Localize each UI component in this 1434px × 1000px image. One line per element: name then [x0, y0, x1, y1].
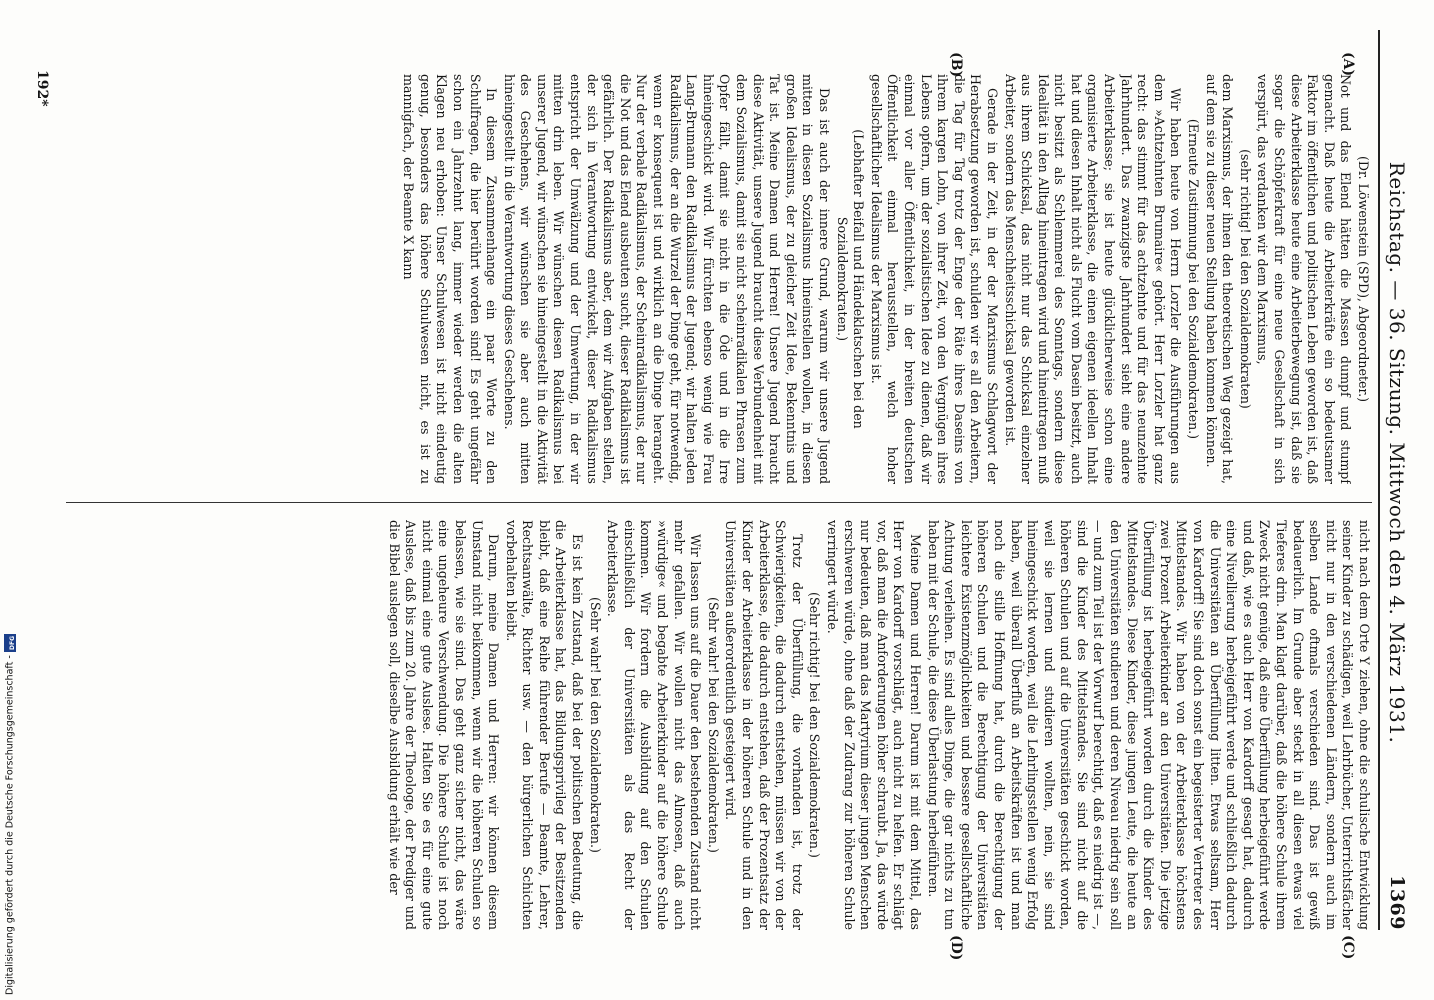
paragraph: Trotz der Überfüllung, die vorhanden ist, trotz der Schwierigkeiten, die dadurch entstehen, müssen wir von der Arbeiterklasse, die dadurch entstehen, daß der Prozentsatz der Kinder der Arbeiterklasse in der höheren Schule und in den Universitäten außerordentlich gesteigert wird. [723, 520, 805, 930]
paragraph: dem Marxismus, der ihnen den theoretischen Weg gezeigt hat, auf dem sie zu dieser neuen Stellung haben kommen können. [1203, 74, 1236, 484]
interjection: (Sehr richtig! bei den Sozialdemokraten.) [807, 592, 823, 858]
margin-marker-c: (C) [1340, 935, 1356, 960]
paragraph: Wir lassen uns auf die Dauer den bestehenden Zustand nicht mehr gefallen. Wir wollen nicht das Almosen, daß auch »würdige« und begabte Arbeiterkinder auf die höhere Schule kommen. Wir fordern die Ausbildung auf den Schulen einschließlich der Universitäten als das Recht der Arbeiterklasse. [605, 520, 704, 930]
paragraph: nicht nach dem Orte Y ziehen, ohne die schulische Entwicklung seiner Kinder zu schädigen, weil Lehrbücher, Unterrichtsfächer nicht nur in den verschiedenen Ländern, sondern auch im selben Lande oftmals verschieden sind. Das ist gewiß bedauerlich. Im Grunde aber steckt in all diesen etwas viel Tieferes drin. Man klagt darüber, daß die höhere Schule ihrem Zweck nicht genüge, daß eine Überfüllung herbeigeführt werde und daß, wie es auch Herr von Kardorff gesagt hat, dadurch eine Nivellierung herbeigeführt werde und schließlich dadurch die Universitäten an Überfüllung litten. Etwas seltsam, Herr von Kardorff! Sie sind doch sonst ein begeisterter Vertreter des Mittelstandes. Wir haben von der Arbeiterklasse höchstens zwei Prozent Arbeiterkinder an den Universitäten. Die jetzige Überfüllung ist herbeigeführt worden durch die Kinder des Mittelstandes. Diese Kinder, diese jungen Leute, die heute an den Universitäten studieren und deren Niveau niedrig sein soll — und zum Teil ist der Vorwurf berechtigt, daß es niedrig ist —, sind die Kinder des Mittelstandes. Sie sind nicht auf die höheren Schulen und auf die Universitäten geschickt worden, weil sie lernen und studieren wollten, nein, sie sind hineingeschickt worden, weil die Lehrlingsstellen wenig Erfolg haben, weil überall Überfluß an Arbeitskräften ist und man noch die stille Hoffnung hat, durch die Berechtigung der höheren Schulen und die Berechtigung der Universitäten leichtere Existenzmöglichkeiten und bessere gesellschaftliche Achtung verleihen. Es sind alles Dinge, die gar nichts zu tun haben mit der Schule, die diese Überlastung herbeiführen. [925, 520, 1372, 930]
paragraph: Gerade in der Zeit, in der der Marxismus Schlagwort der Herabsetzung geworden ist, schulden wir es all den Arbeitern, die Tag für Tag trotz der Enge der Räte ihres Daseins von ihrem kargen Lohn, von ihrer Zeit, von den Vergnügen ihres Lebens opfern, um der sozialistischen Idee zu dienen, daß wir einmal vor aller Öffentlichkeit, in der breiten deutschen Öffentlichkeit einmal herausstellen, welch hoher gesellschaftlicher Idealismus der Marxismus ist. [868, 74, 1000, 484]
margin-marker-b: (B) [948, 52, 964, 78]
paragraph: Not und das Elend hätten die Massen dumpf und stumpf gemacht. Daß heute die Arbeiterkräfte ein so bedeutsamer Faktor im öffentlichen und politischen Leben geworden ist, daß diese Arbeiterklasse heute eine Arbeiterbewegung ist, daß sie sogar die Schöpferkraft für eine neue Gesellschaft in sich verspürt, das verdanken wir dem Marxismus, [1255, 74, 1354, 484]
left-column [66, 74, 1372, 484]
digitization-credit [2, 605, 18, 995]
paragraph: Darum, meine Damen und Herren: wir können diesem Umstand nicht beikommen, wenn wir die höheren Schulen so belassen, wie sie sind. Das geht ganz sicher nicht, das wäre eine ungeheure Verschwendung. Die höhere Schule ist noch nicht einmal eine gute Auslese. Halten Sie es für eine gute Auslese, daß bis zum 20. Jahre der Theologe, der Prediger und die Bibel auslegen soll, dieselbe Ausbildung erhält wie der [386, 520, 502, 930]
margin-marker-a: (A) [1340, 52, 1356, 77]
interjection: (Sehr wahr! bei den Sozialdemokraten.) [705, 597, 721, 853]
interjection: (Sehr wahr! bei den Sozialdemokraten.) [587, 597, 603, 853]
credit-text: Digitalisierung gefördert durch die Deutsche Forschungsgemeinschaft - [4, 655, 16, 995]
header-page-number: 1369 [1386, 875, 1408, 930]
interjection: (Lebhafter Beifall und Händeklatschen bei den Sozialdemokraten.) [834, 129, 867, 429]
dfg-logo-icon: DFG [4, 634, 16, 652]
column-divider [66, 502, 1372, 503]
margin-marker-d: (D) [948, 935, 964, 961]
page-header [1378, 30, 1414, 930]
interjection: (Erneute Zustimmung bei den Sozialdemokraten.) [1186, 118, 1202, 440]
paragraph: In diesem Zusammenhange ein paar Worte zu den Schulfragen, die hier berührt worden sind! Es geht ungefähr schon ein Jahrzehnt lang, immer wieder werden die alten Klagen neu erhoben: Unser Schulwesen ist nicht eindeutig genug, besonders das höhere Schulwesen nicht, es ist zu mannigfach, der Beamte X kann [401, 74, 500, 484]
footer-page-number: 192* [34, 70, 50, 107]
right-column [66, 520, 1372, 930]
paragraph: Meine Damen und Herren! Darum ist mit dem Mittel, das Herr von Kardorff vorschlägt, auch nicht zu helfen. Er schlägt vor, daß man die Anforderungen höher schraubt. Ja, das würde nur bedeuten, daß man das Martyrium dieser jungen Menschen erschweren würde, ohne daß der Zudrang zur höheren Schule verringert würde. [825, 520, 923, 930]
header-title: Reichstag. — 36. Sitzung. Mittwoch den 4. März 1931. [1385, 161, 1409, 744]
paragraph: Das ist auch der innere Grund, warum wir unsere Jugend mitten in diesen Sozialismus hineinstellen wollen, in diesen großen Idealismus, der zu gleicher Zeit Idee, Bekenntnis und Tat ist. Meine Damen und Herren! Unsere Jugend braucht diese Aktivität, unsere Jugend braucht diese Verbundenheit mit dem Sozialismus, damit sie nicht scheinradikalen Phrasen zum Opfer fällt, damit sie nicht in die Öde und in die Irre hineingeschickt wird. Wir fürchten ebenso wenig wie Frau Lang-Brumann den Radikalismus der Jugend; wir halten jeden Radikalismus, der an die Wurzel der Dinge geht, für notwendig, wenn er konsequent ist und wirklich an die Dinge herangeht. Nur der verbale Radikalismus, der Scheinradikalismus, der nur die Not und das Elend ausbeuten sucht, dieser Radikalismus ist gefährlich. Der Radikalismus aber, dem wir Aufgaben stellen, der sich in Verantwortung entwickelt, dieser Radikalismus entspricht der Umwälzung und der Umwertung, in der wir mitten drin leben. Wir wünschen diesen Radikalismus bei unserer Jugend, wir wünschen sie hineingestellt in die Aktivität des Geschehens, wir wünschen sie aber auch mitten hineingestellt in die Verantwortung dieses Geschehens. [501, 74, 832, 484]
interjection: (sehr richtig! bei den Sozialdemokraten) [1237, 149, 1253, 409]
speaker-line: (Dr. Löwenstein (SPD), Abgeordneter.) [1356, 155, 1371, 403]
paragraph: Es ist kein Zustand, daß bei der politischen Bedeutung, die die Arbeiterklasse hat, das Bildungsprivileg der Besitzenden bleibt, daß eine Reihe führender Berufe — Beamte, Lehrer, Rechtsanwälte, Richter usw. — den bürgerlichen Schichten vorbehalten bleibt. [503, 520, 586, 930]
paragraph: Wir haben heute von Herrn Lorzler die Ausführungen aus dem »Achtzehnten Brumaire« gehört. Herr Lorzler hat ganz recht: das stimmt für das achtzehnte und für das neunzehnte Jahrhundert. Das zwanzigste Jahrhundert sieht eine andere Arbeiterklasse; sie ist heute glücklicherweise schon eine organisierte Arbeiterklasse, die einen eigenen ideellen Inhalt hat und diesen Inhalt nicht als Flucht vom Dasein besitzt, auch nicht besitzt als Schlemmerei des Sonntags, sondern diese Idealität in den Alltag hineintragen wird und hineintragen muß aus ihrem Schicksal, das nicht nur das Schicksal einzelner Arbeiter, sondern das Menschheitsschicksal geworden ist. [1002, 74, 1184, 484]
